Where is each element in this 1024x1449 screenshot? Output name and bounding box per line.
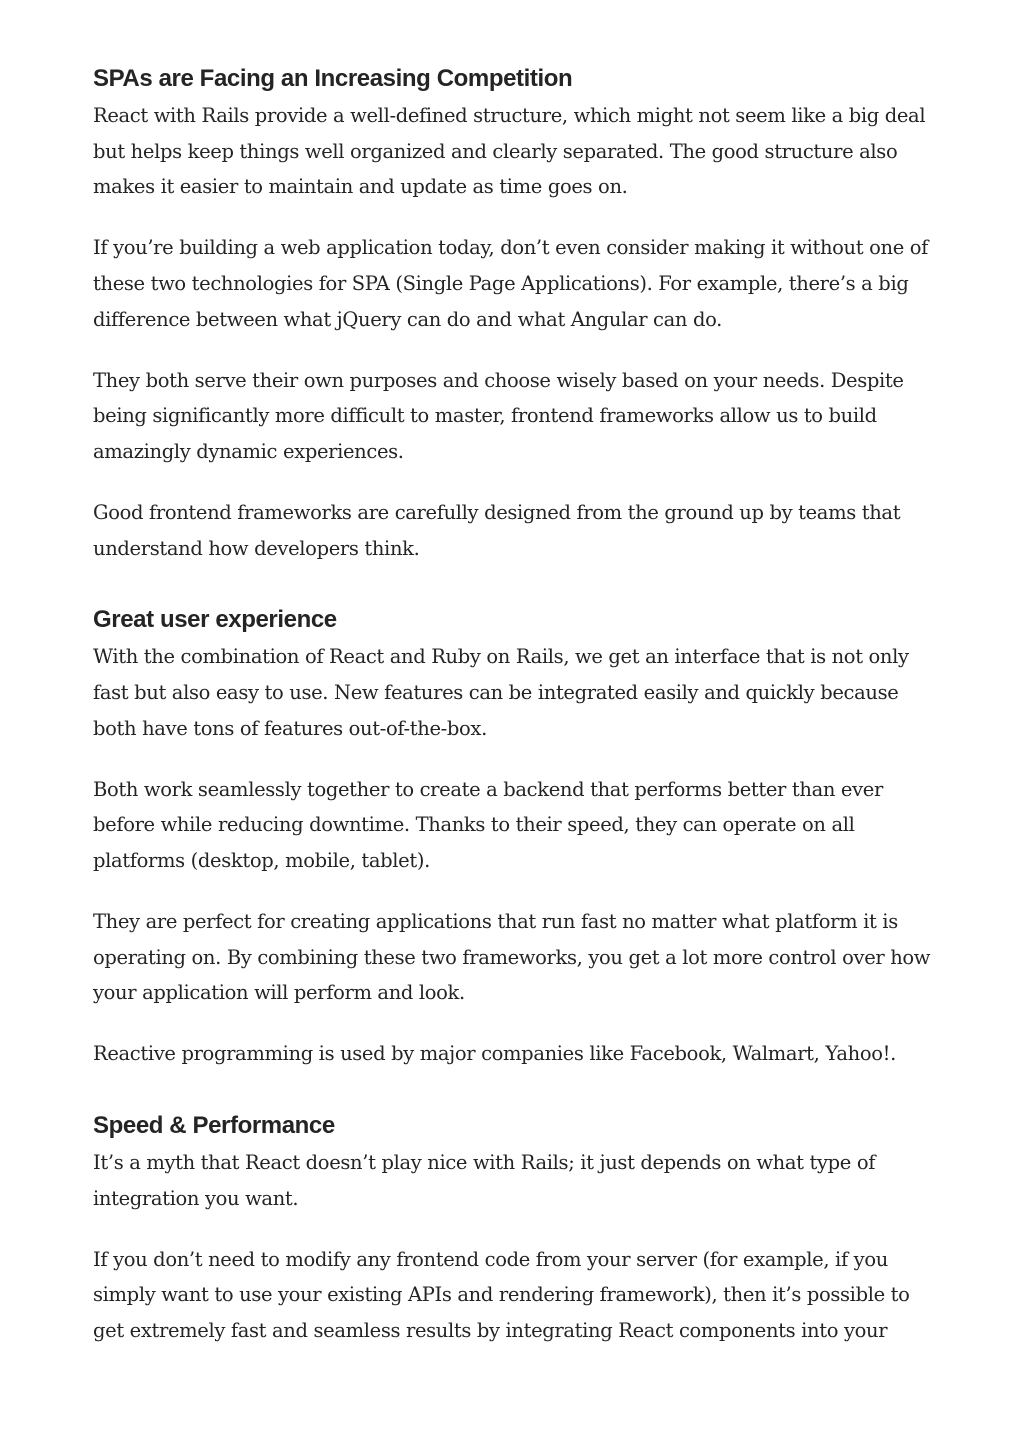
paragraph [93,1242,953,1349]
article-body [93,62,953,1374]
section-heading: Speed & Performance [93,1112,335,1140]
paragraph-line: but helps keep things well organized and clearly separated. The good structure also [93,139,898,163]
paragraph-line: both have tons of features out-of-the-box. [93,716,487,740]
paragraph-line: platforms (desktop, mobile, tablet). [93,848,430,872]
paragraph-line: If you don’t need to modify any frontend code from your server (for example, if you [93,1247,888,1271]
paragraph-line: simply want to use your existing APIs and rendering framework), then it’s possible to [93,1283,910,1307]
section-heading: SPAs are Facing an Increasing Competition [93,65,573,92]
paragraph-line: difference between what jQuery can do and what Angular can do. [93,307,722,331]
paragraph-line: Both work seamlessly together to create a backend that performs better than ever [93,777,883,801]
paragraph [93,495,953,566]
paragraph [93,1145,953,1216]
paragraph [93,904,953,1011]
paragraph-line: They both serve their own purposes and choose wisely based on your needs. Despite [93,368,904,392]
paragraph-line: understand how developers think. [93,536,420,560]
paragraph [93,98,953,205]
paragraph-line: Good frontend frameworks are carefully designed from the ground up by teams that [93,501,901,525]
paragraph [93,639,953,746]
section-spas-competition [93,62,953,566]
paragraph [93,772,953,879]
paragraph-line: It’s a myth that React doesn’t play nice with Rails; it just depends on what type of [93,1151,876,1175]
section-heading: Great user experience [93,606,337,634]
section-great-user-experience [93,603,953,1072]
paragraph-line: Reactive programming is used by major companies like Facebook, Walmart, Yahoo!. [93,1042,896,1066]
paragraph-line: integration you want. [93,1186,299,1210]
paragraph-line: If you’re building a web application today, don’t even consider making it without one of [93,236,928,260]
paragraph-line: your application will perform and look. [93,981,465,1005]
paragraph-line: amazingly dynamic experiences. [93,439,404,463]
paragraph-line: React with Rails provide a well-defined structure, which might not seem like a big deal [93,104,926,127]
paragraph-line: With the combination of React and Ruby on Rails, we get an interface that is not only [93,645,909,669]
paragraph-line: before while reducing downtime. Thanks to their speed, they can operate on all [93,813,855,837]
paragraph-line: operating on. By combining these two frameworks, you get a lot more control over how [93,945,931,969]
paragraph [93,1036,953,1072]
paragraph-line: They are perfect for creating applications that run fast no matter what platform it is [93,910,898,934]
paragraph [93,230,953,337]
paragraph-line: these two technologies for SPA (Single Page Applications). For example, there’s a big [93,271,909,295]
paragraph-line: get extremely fast and seamless results by integrating React components into your [93,1319,888,1342]
paragraph-line: makes it easier to maintain and update as time goes on. [93,175,628,199]
paragraph [93,363,953,470]
section-speed-performance [93,1109,953,1349]
paragraph-line: fast but also easy to use. New features can be integrated easily and quickly because [93,680,899,704]
paragraph-line: being significantly more difficult to master, frontend frameworks allow us to build [93,404,877,428]
